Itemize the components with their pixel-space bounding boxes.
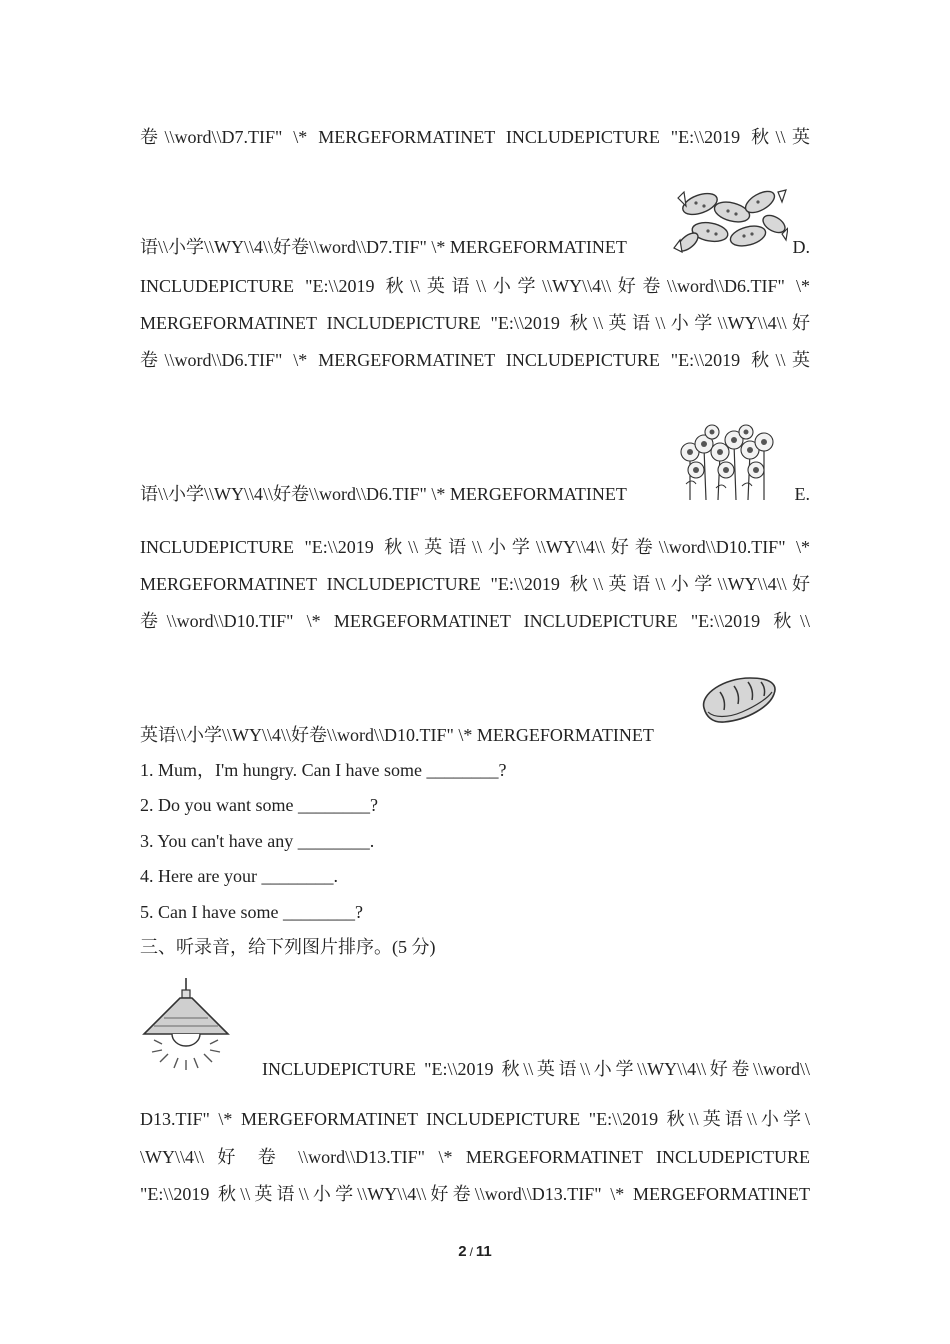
question-1: 1. Mum，I'm hungry. Can I have some ________?	[140, 760, 507, 780]
lamp-picture	[140, 978, 232, 1072]
page-number-current: 2	[458, 1243, 467, 1260]
question-4: 4. Here are your ________.	[140, 866, 338, 886]
bread-picture	[698, 674, 780, 726]
text-line: 卷\\word\\D7.TIF" \* MERGEFORMATINET INCLUDEPICTURE "E:\\2019 秋\\英	[140, 127, 810, 147]
text-line: \WY\\4\\ 好 卷 \\word\\D13.TIF" \* MERGEFORMATINET INCLUDEPICTURE	[140, 1147, 810, 1167]
page-number-total: 11	[475, 1243, 492, 1260]
text-line: INCLUDEPICTURE "E:\\2019 秋\\英语\\小学\\WY\\4\\好卷\\word\\D6.TIF" \*	[140, 276, 810, 296]
text-line: 语\\小学\\WY\\4\\好卷\\word\\D6.TIF" \* MERGEFORMATINET	[140, 484, 627, 504]
option-label-e: E.	[794, 484, 810, 504]
text-line: 英语\\小学\\WY\\4\\好卷\\word\\D10.TIF" \* MERGEFORMATINET	[140, 725, 654, 745]
section-heading: 三、听录音，给下列图片排序。(5 分)	[140, 937, 436, 957]
option-label-d: D.	[792, 237, 810, 257]
text-line: "E:\\2019 秋\\英语\\小学\\WY\\4\\好卷\\word\\D13.TIF" \* MERGEFORMATINET	[140, 1184, 810, 1204]
text-line: MERGEFORMATINET INCLUDEPICTURE "E:\\2019 秋\\英语\\小学\\WY\\4\\好	[140, 313, 810, 333]
question-5: 5. Can I have some ________?	[140, 902, 363, 922]
text-line: D13.TIF" \* MERGEFORMATINET INCLUDEPICTURE "E:\\2019 秋\\英语\\小学\	[140, 1109, 810, 1129]
page-number: 2 / 11	[458, 1243, 492, 1260]
question-3: 3. You can't have any ________.	[140, 831, 375, 851]
text-line: INCLUDEPICTURE "E:\\2019 秋\\英语\\小学\\WY\\4\\好卷\\word\\	[262, 1059, 810, 1079]
text-line: 卷\\word\\D10.TIF" \* MERGEFORMATINET INCLUDEPICTURE "E:\\2019 秋\\	[140, 611, 810, 631]
text-line: 卷\\word\\D6.TIF" \* MERGEFORMATINET INCLUDEPICTURE "E:\\2019 秋\\英	[140, 350, 810, 370]
text-line: MERGEFORMATINET INCLUDEPICTURE "E:\\2019 秋\\英语\\小学\\WY\\4\\好	[140, 574, 810, 594]
text-line: 语\\小学\\WY\\4\\好卷\\word\\D7.TIF" \* MERGEFORMATINET	[140, 237, 627, 257]
candy-picture	[670, 184, 788, 254]
text-line: INCLUDEPICTURE "E:\\2019 秋\\英语\\小学\\WY\\4\\好卷\\word\\D10.TIF" \*	[140, 537, 810, 557]
question-2: 2. Do you want some ________?	[140, 795, 378, 815]
